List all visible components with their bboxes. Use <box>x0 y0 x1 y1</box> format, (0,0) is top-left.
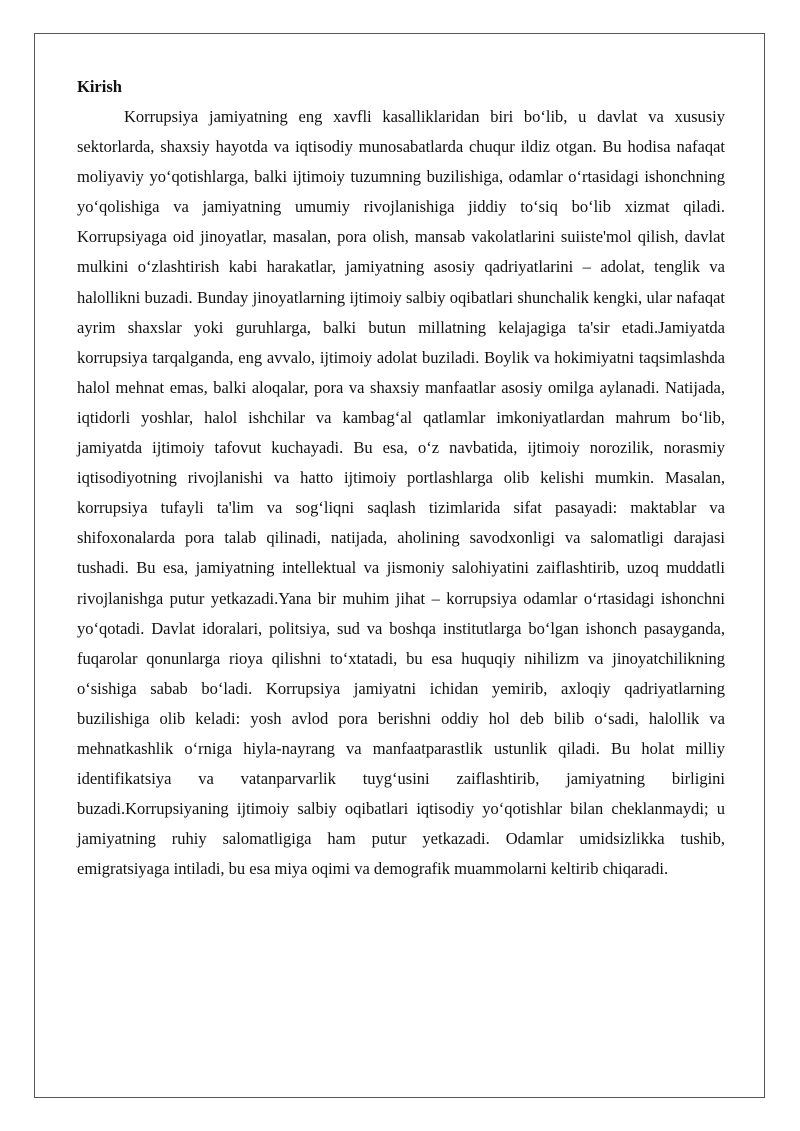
section-heading: Kirish <box>77 77 122 96</box>
document-content <box>77 72 725 884</box>
body-paragraph: Korrupsiya jamiyatning eng xavfli kasalliklaridan biri bo‘lib, u davlat va xususiy sektorlarda, shaxsiy hayotda va iqtisodiy munosabatlarda chuqur ildiz otgan. Bu hodisa nafaqat moliyaviy yo‘qotishlarga, balki ijtimoiy tuzumning buzilishiga, odamlar o‘rtasidagi ishonchning yo‘qolishiga va jamiyatning umumiy rivojlanishiga jiddiy to‘siq bo‘lib xizmat qiladi. Korrupsiyaga oid jinoyatlar, masalan, pora olish, mansab vakolatlarini suiiste'mol qilish, davlat mulkini o‘zlashtirish kabi harakatlar, jamiyatning asosiy qadriyatlarini – adolat, tenglik va halollikni buzadi. Bunday jinoyatlarning ijtimoiy salbiy oqibatlari shunchalik kengki, ular nafaqat ayrim shaxslar yoki guruhlarga, balki butun millatning kelajagiga ta'sir etadi.Jamiyatda korrupsiya tarqalganda, eng avvalo, ijtimoiy adolat buziladi. Boylik va hokimiyatni taqsimlashda halol mehnat emas, balki aloqalar, pora va shaxsiy manfaatlar asosiy omilga aylanadi. Natijada, iqtidorli yoshlar, halol ishchilar va kambag‘al qatlamlar imkoniyatlardan mahrum bo‘lib, jamiyatda ijtimoiy tafovut kuchayadi. Bu esa, o‘z navbatida, ijtimoiy norozilik, norasmiy iqtisodiyotning rivojlanishi va hatto ijtimoiy portlashlarga olib kelishi mumkin. Masalan, korrupsiya tufayli ta'lim va sog‘liqni saqlash tizimlarida sifat pasayadi: maktablar va shifoxonalarda pora talab qilinadi, natijada, aholining savodxonligi va salomatligi darajasi tushadi. Bu esa, jamiyatning intellektual va jismoniy salohiyatini zaiflashtirib, uzoq muddatli rivojlanishga putur yetkazadi.Yana bir muhim jihat – korrupsiya odamlar o‘rtasidagi ishonchni yo‘qotadi. Davlat idoralari, politsiya, sud va boshqa institutlarga bo‘lgan ishonch pasayganda, fuqarolar qonunlarga rioya qilishni to‘xtatadi, bu esa huquqiy nihilizm va jinoyatchilikning o‘sishiga sabab bo‘ladi. Korrupsiya jamiyatni ichidan yemirib, axloqiy qadriyatlarning buzilishiga olib keladi: yosh avlod pora berishni oddiy hol deb bilib o‘sadi, halollik va mehnatkashlik o‘rniga hiyla-nayrang va manfaatparastlik ustunlik qiladi. Bu holat milliy identifikatsiya va vatanparvarlik tuyg‘usini zaiflashtirib, jamiyatning birligini buzadi.Korrupsiyaning ijtimoiy salbiy oqibatlari iqtisodiy yo‘qotishlar bilan cheklanmaydi; u jamiyatning ruhiy salomatligiga ham putur yetkazadi. Odamlar umidsizlikka tushib, emigratsiyaga intiladi, bu esa miya oqimi va demografik muammolarni keltirib chiqaradi. <box>77 107 725 879</box>
